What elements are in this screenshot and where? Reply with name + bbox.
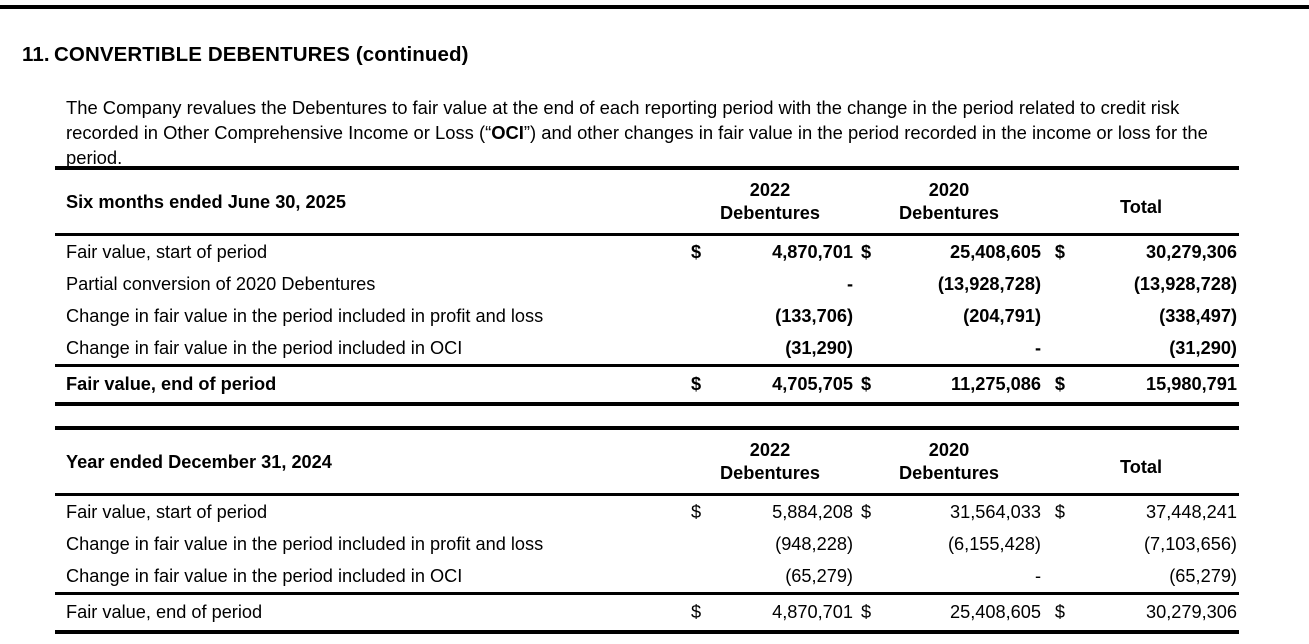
rule-cell [55, 632, 1239, 634]
row-label: Change in fair value in the period included in OCI [66, 565, 463, 586]
currency-symbol-total [1043, 560, 1065, 594]
table-bottom-rule [55, 632, 1239, 634]
value-2022: (948,228) [775, 533, 853, 554]
section-suffix: (continued) [355, 42, 469, 66]
currency-symbol-2022: $ [685, 594, 719, 633]
row-label: Fair value, end of period [55, 594, 685, 633]
intro-paragraph [66, 96, 1242, 170]
column-header-line2: Debentures [719, 203, 821, 223]
value-2022: 4,870,701 [719, 594, 855, 633]
section-number: 11. [22, 42, 50, 66]
column-header-line2: Debentures [898, 463, 1000, 483]
table-row [55, 235, 1239, 269]
currency-symbol-total [1043, 268, 1065, 300]
rule-cell [55, 404, 1239, 406]
currency-symbol-total [1043, 300, 1065, 332]
row-label: Change in fair value in the period included in OCI [66, 337, 463, 358]
column-header-line1: 2022 [749, 180, 791, 200]
currency-symbol-total [1043, 332, 1065, 366]
value-total: 37,448,241 [1145, 501, 1237, 522]
value-2020: (13,928,728) [937, 273, 1041, 294]
table-header-row [55, 168, 1239, 235]
table-total-row [55, 594, 1239, 633]
currency-symbol-2022 [685, 300, 719, 332]
table-row [55, 528, 1239, 560]
currency-symbol-2022 [685, 268, 719, 300]
value-2022: 4,705,705 [719, 366, 855, 405]
table-bottom-rule [55, 404, 1239, 406]
currency-symbol-total: $ [1054, 241, 1065, 262]
table-year-ended [55, 426, 1239, 634]
table-row [55, 332, 1239, 366]
currency-symbol-total: $ [1043, 594, 1065, 633]
column-header-2020-debentures [855, 168, 1043, 235]
page-top-rule [0, 5, 1309, 9]
value-2020: (204,791) [963, 305, 1041, 326]
column-header-line1: 2020 [928, 440, 970, 460]
value-2020: 11,275,086 [891, 366, 1043, 405]
column-header-line1: 2020 [928, 180, 970, 200]
column-header-2022-debentures [685, 168, 855, 235]
currency-symbol-2020: $ [855, 366, 891, 405]
currency-symbol-2020: $ [855, 594, 891, 633]
row-label: Fair value, start of period [66, 501, 268, 522]
oci-abbreviation: OCI [491, 121, 524, 143]
value-total: (338,497) [1159, 305, 1237, 326]
currency-symbol-2022: $ [691, 241, 702, 262]
value-total: 30,279,306 [1145, 241, 1237, 262]
paragraph-text-part1: The Company revalues the Debentures to fair value at the end of each reporting period with the change in the period related to credit risk recorded in Other Comprehensive Income or Loss (“ [66, 97, 1180, 143]
currency-symbol-2022: $ [685, 366, 719, 405]
column-header-line1: Total [1119, 197, 1163, 217]
table-title: Year ended December 31, 2024 [55, 428, 685, 495]
value-2022: 5,884,208 [772, 501, 853, 522]
row-label: Change in fair value in the period included in profit and loss [66, 305, 544, 326]
column-header-2020-debentures [855, 428, 1043, 495]
column-header-line2: Debentures [898, 203, 1000, 223]
value-2022: (31,290) [785, 337, 853, 358]
paragraph-text-part2: ”) and other changes in fair value in the period recorded in the income or loss for the period. [66, 121, 1208, 168]
table-six-months-ended [55, 166, 1239, 406]
currency-symbol-2020 [855, 560, 891, 594]
value-2020: (6,155,428) [947, 533, 1041, 554]
value-2020: - [1034, 565, 1041, 586]
row-label: Fair value, start of period [66, 241, 268, 262]
currency-symbol-2020 [855, 300, 891, 332]
value-total: (31,290) [1169, 337, 1237, 358]
currency-symbol-total: $ [1043, 366, 1065, 405]
value-2020: - [1034, 337, 1041, 358]
value-total: (65,279) [1169, 565, 1237, 586]
row-label: Fair value, end of period [55, 366, 685, 405]
column-header-total [1043, 428, 1239, 495]
currency-symbol-2022 [685, 332, 719, 366]
currency-symbol-total [1043, 528, 1065, 560]
table-row [55, 495, 1239, 529]
value-2022: (133,706) [775, 305, 853, 326]
value-total: 30,279,306 [1065, 594, 1239, 633]
currency-symbol-2020 [855, 268, 891, 300]
currency-symbol-2022 [685, 528, 719, 560]
value-2022: - [846, 273, 853, 294]
currency-symbol-2022 [685, 560, 719, 594]
currency-symbol-2020: $ [861, 241, 872, 262]
currency-symbol-2020: $ [861, 501, 872, 522]
value-2020: 25,408,605 [891, 594, 1043, 633]
table-total-row [55, 366, 1239, 405]
currency-symbol-2020 [855, 528, 891, 560]
currency-symbol-2022: $ [691, 501, 702, 522]
value-2020: 25,408,605 [949, 241, 1041, 262]
currency-symbol-2020 [855, 332, 891, 366]
table-title: Six months ended June 30, 2025 [55, 168, 685, 235]
table-row [55, 268, 1239, 300]
table-header-row [55, 428, 1239, 495]
section-title: CONVERTIBLE DEBENTURES [54, 42, 351, 66]
currency-symbol-total: $ [1054, 501, 1065, 522]
column-header-total [1043, 168, 1239, 235]
column-header-2022-debentures [685, 428, 855, 495]
value-total: (13,928,728) [1133, 273, 1237, 294]
column-header-line1: 2022 [749, 440, 791, 460]
value-2022: (65,279) [785, 565, 853, 586]
table-row [55, 560, 1239, 594]
row-label: Partial conversion of 2020 Debentures [66, 273, 376, 294]
column-header-line1: Total [1119, 457, 1163, 477]
row-label: Change in fair value in the period included in profit and loss [66, 533, 544, 554]
table-row [55, 300, 1239, 332]
value-2022: 4,870,701 [772, 241, 853, 262]
value-total: (7,103,656) [1143, 533, 1237, 554]
column-header-line2: Debentures [719, 463, 821, 483]
value-total: 15,980,791 [1065, 366, 1239, 405]
value-2020: 31,564,033 [949, 501, 1041, 522]
page-title [22, 43, 469, 67]
